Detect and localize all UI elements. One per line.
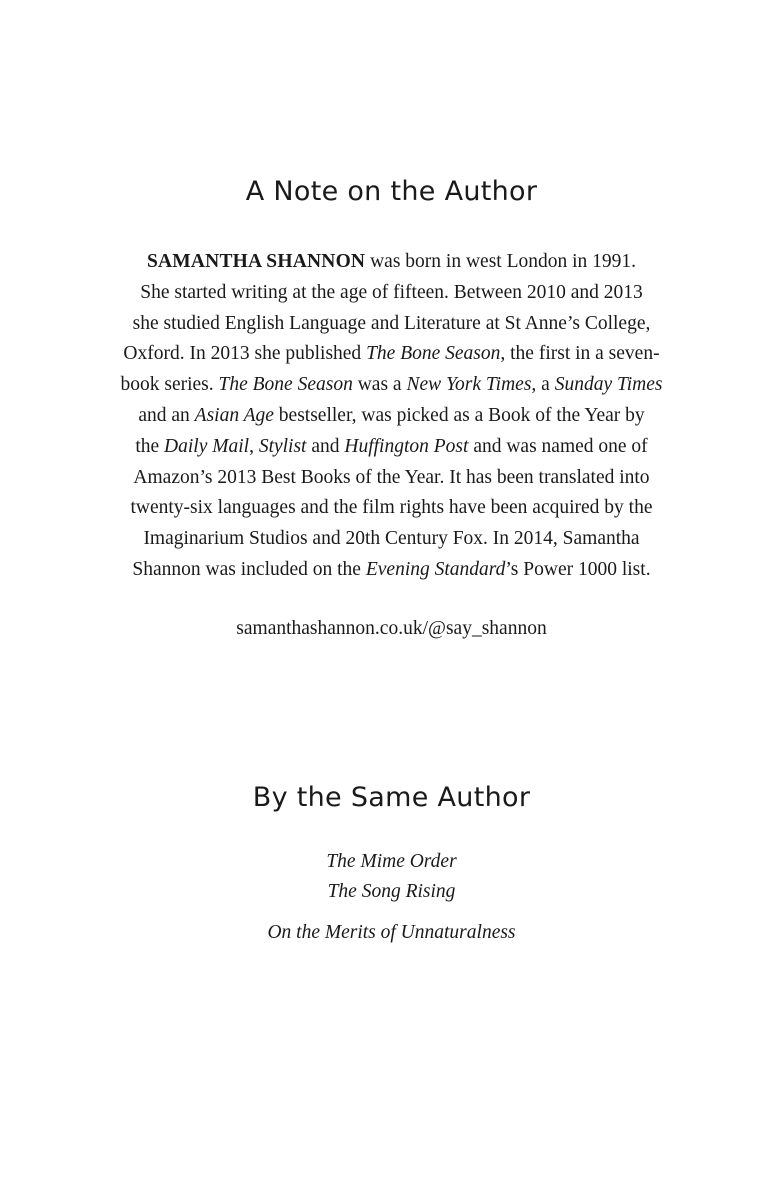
publication-title: Daily Mail: [164, 435, 250, 457]
book-title: The Bone Season: [366, 343, 501, 365]
publication-title: Stylist: [258, 435, 307, 457]
bio-line: she studied English Language and Literature at St Anne’s College,: [132, 312, 651, 334]
author-contact: samanthashannon.co.uk/@say_shannon: [236, 618, 547, 639]
publication-title: Huffington Post: [344, 435, 469, 457]
bio-line: book series. The Bone Season was a New York Times, a Sunday Times: [120, 374, 663, 396]
author-name: SAMANTHA SHANNON: [146, 251, 366, 272]
publication-title: Sunday Times: [554, 374, 663, 396]
book-list: [0, 847, 783, 948]
bio-line: the Daily Mail, Stylist and Huffington Post and was named one of: [135, 435, 648, 457]
publication-title: Asian Age: [194, 404, 274, 426]
bio-line: Imaginarium Studios and 20th Century Fox. In 2014, Samantha: [143, 528, 640, 550]
bio-line: SAMANTHA SHANNON was born in west London in 1991.: [146, 251, 637, 272]
book-list-item: On the Merits of Unnaturalness: [267, 922, 516, 943]
book-title: The Bone Season: [218, 374, 353, 396]
bio-line: Amazon’s 2013 Best Books of the Year. It has been translated into: [133, 466, 650, 488]
author-biography: [0, 247, 783, 586]
bio-line: twenty-six languages and the film rights have been acquired by the: [130, 497, 653, 519]
bio-line: Shannon was included on the Evening Standard’s Power 1000 list.: [132, 558, 651, 580]
note-on-author-heading: A Note on the Author: [245, 176, 538, 207]
same-author-heading: By the Same Author: [252, 782, 531, 813]
bio-line: Oxford. In 2013 she published The Bone Season, the first in a seven-: [123, 343, 660, 365]
publication-title: Evening Standard: [365, 558, 506, 580]
book-list-item: The Song Rising: [327, 881, 456, 902]
bio-line: She started writing at the age of fifteen. Between 2010 and 2013: [140, 281, 643, 303]
book-list-item: The Mime Order: [326, 851, 457, 872]
publication-title: New York Times: [406, 374, 532, 396]
bio-line: and an Asian Age bestseller, was picked as a Book of the Year by: [138, 404, 645, 426]
